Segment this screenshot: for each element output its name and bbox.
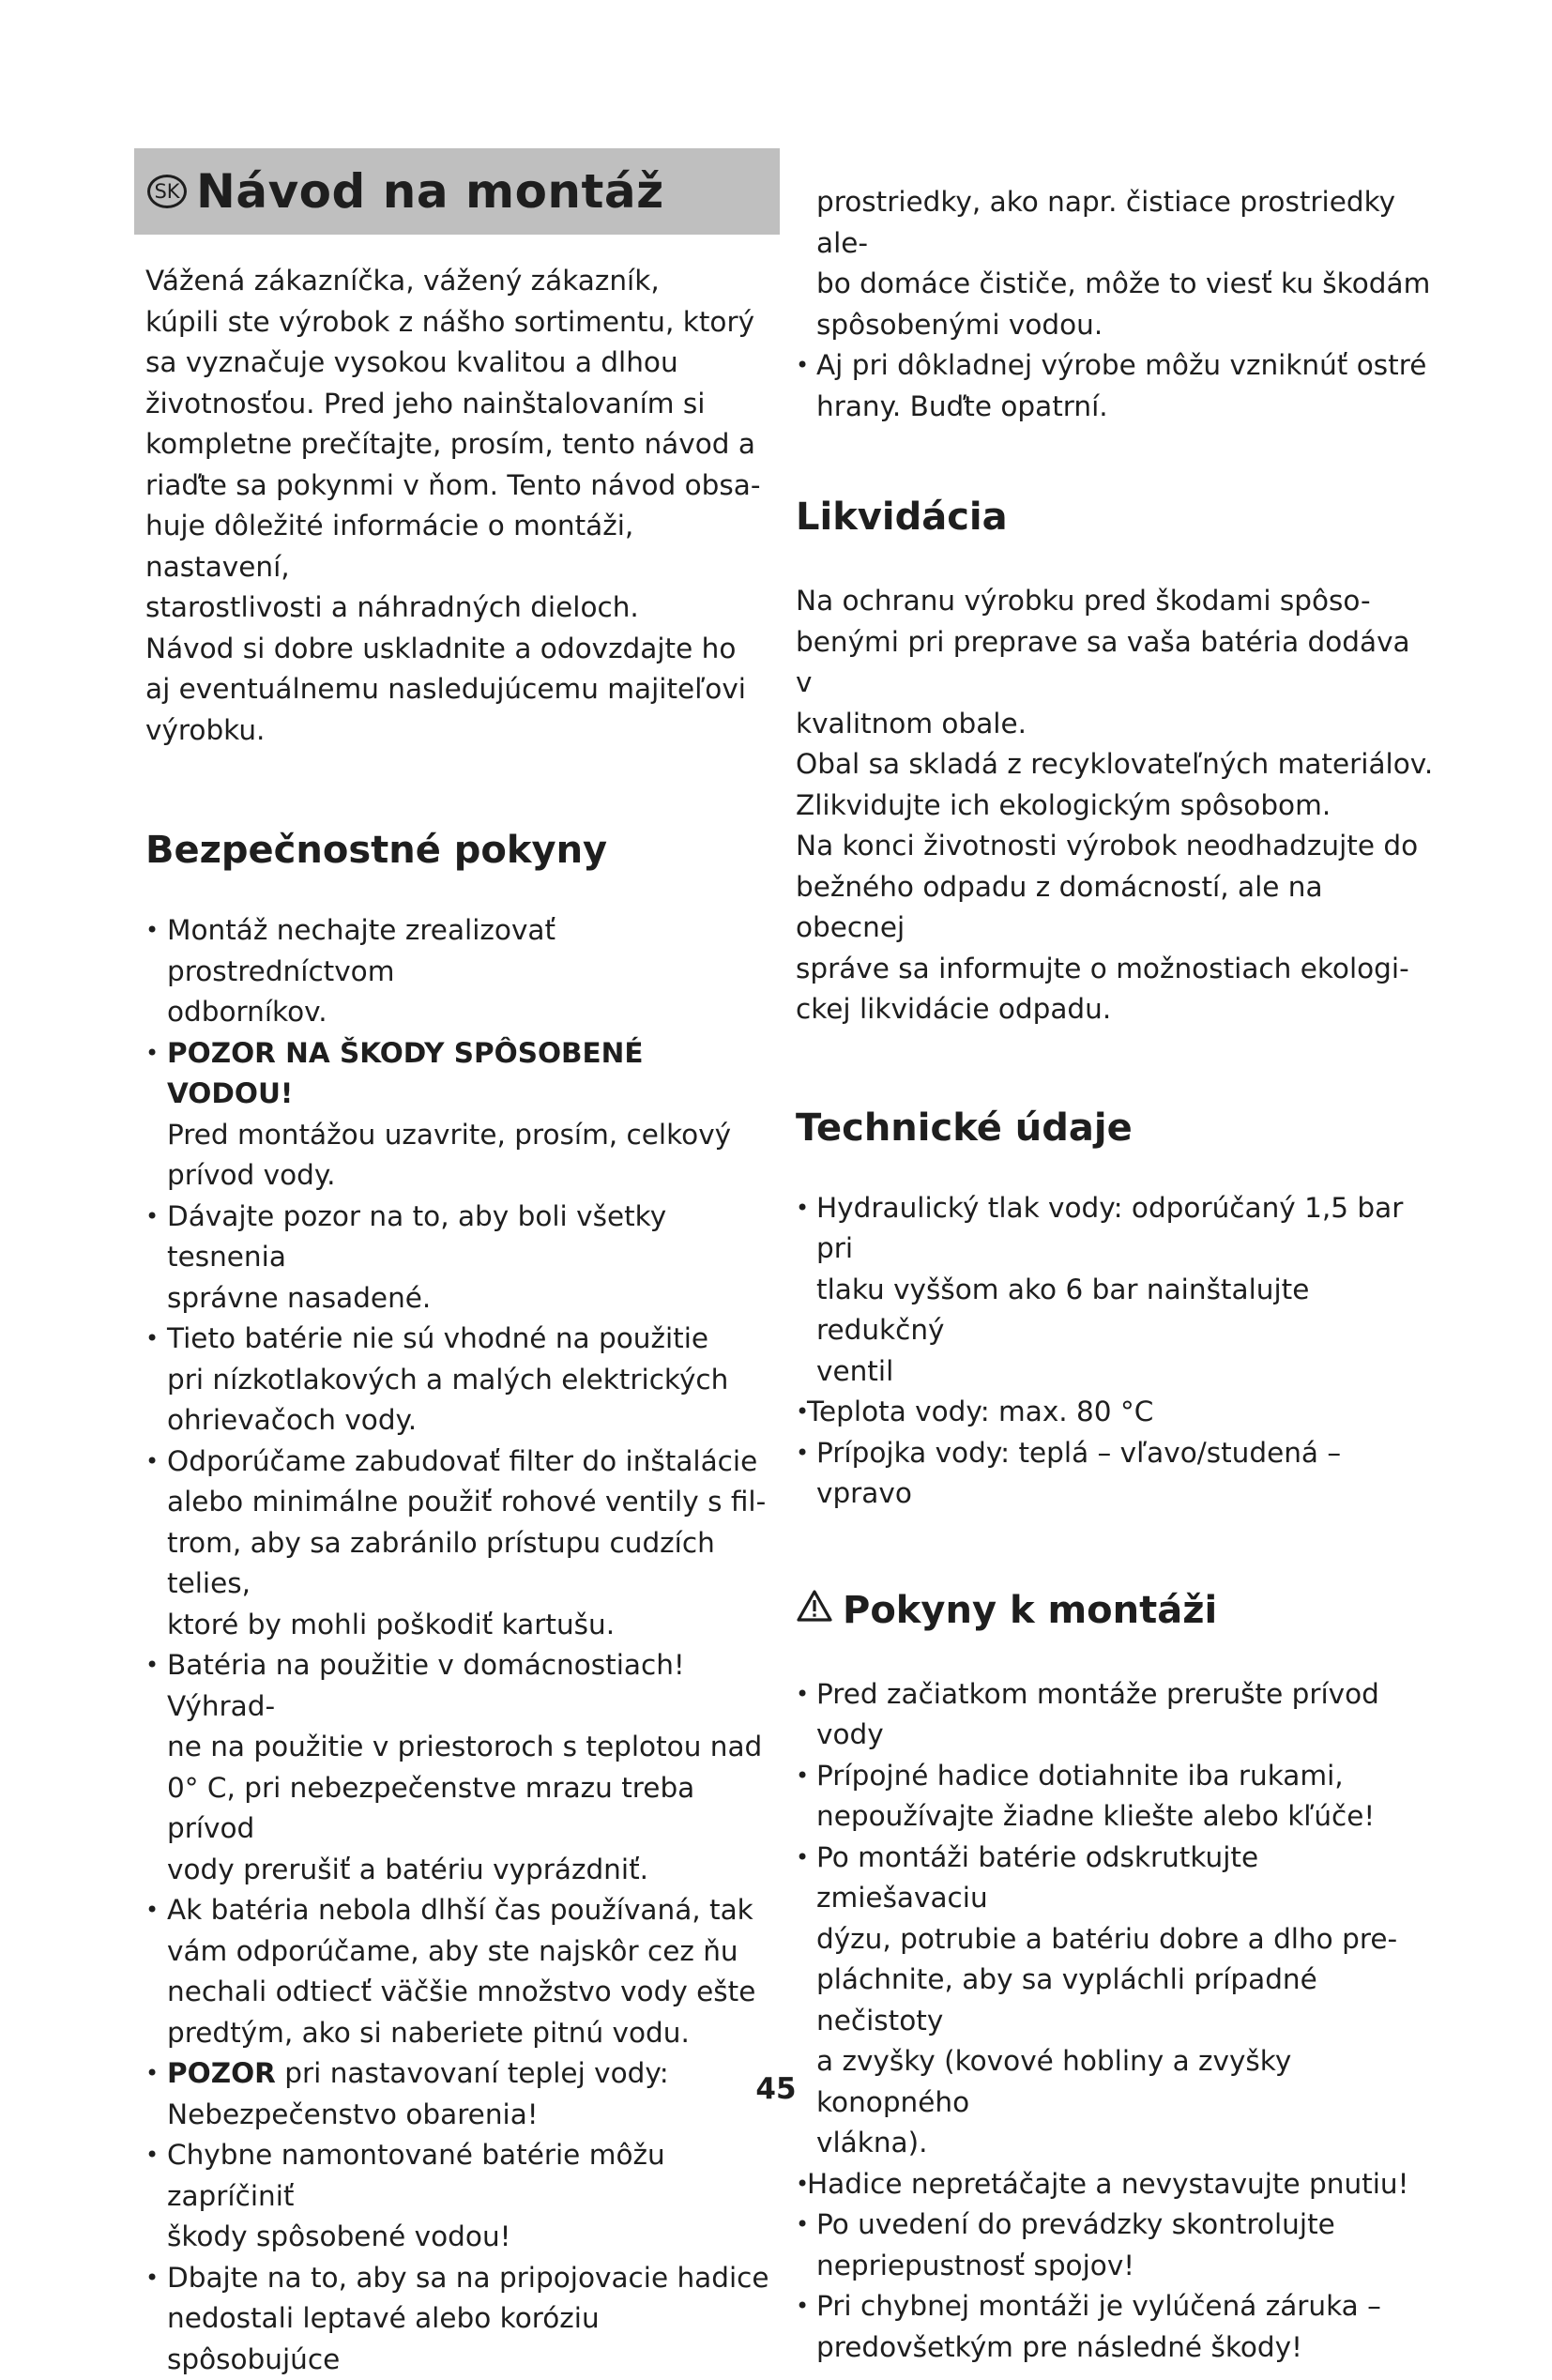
bullet-icon: • bbox=[145, 1645, 159, 1686]
list-line: alebo minimálne použiť rohové ventily s fil- bbox=[167, 1486, 766, 1518]
intro-line: Návod si dobre uskladnite a odovzdajte ho bbox=[145, 629, 772, 670]
list-line: Montáž nechajte zrealizovať prostredníctvom bbox=[167, 914, 555, 987]
bullet-icon: • bbox=[145, 910, 159, 952]
intro-line: výrobku. bbox=[145, 710, 772, 752]
list-line: tlaku vyššom ako 6 bar nainštalujte redukčný bbox=[816, 1274, 1309, 1347]
list-item bbox=[796, 1756, 1434, 1838]
language-badge: SK bbox=[147, 175, 187, 208]
list-line: nechali odtiecť väčšie množstvo vody ešte bbox=[167, 1976, 755, 2007]
bold-label: POZOR NA ŠKODY SPÔSOBENÉ VODOU! bbox=[167, 1037, 644, 1110]
list-line: Ak batéria nebola dlhší čas používaná, tak bbox=[167, 1894, 753, 1926]
list-item bbox=[134, 1319, 772, 1442]
right-column bbox=[796, 148, 1434, 2368]
bold-label: POZOR bbox=[167, 2057, 276, 2089]
list-line: Tieto batérie nie sú vhodné na použitie bbox=[167, 1322, 708, 1354]
list-line: nepriepustnosť spojov! bbox=[816, 2250, 1134, 2281]
list-line: Dbajte na to, aby sa na pripojovacie hadice bbox=[167, 2262, 769, 2294]
list-line: ventil bbox=[816, 1355, 893, 1387]
bullet-icon: • bbox=[145, 1319, 159, 1360]
list-item bbox=[796, 1674, 1434, 1756]
list-line: škody spôsobené vodou! bbox=[167, 2220, 510, 2252]
intro-line: kúpili ste výrobok z nášho sortimentu, ktorý bbox=[145, 302, 772, 343]
list-line: ohrievačoch vody. bbox=[167, 1404, 417, 1436]
intro-line: starostlivosti a náhradných dieloch. bbox=[145, 587, 772, 629]
intro-line: riaďte sa pokynmi v ňom. Tento návod obsa- bbox=[145, 465, 772, 507]
warning-icon bbox=[796, 1588, 833, 1633]
list-item bbox=[134, 1197, 772, 1320]
intro-line: aj eventuálnemu nasledujúcemu majiteľovi bbox=[145, 669, 772, 710]
list-line: Po montáži batérie odskrutkujte zmiešavaciu bbox=[816, 1841, 1258, 1915]
continuation-line: prostriedky, ako napr. čistiace prostriedky ale- bbox=[816, 182, 1434, 264]
disposal-line: správe sa informujte o možnostiach ekologi- bbox=[796, 949, 1434, 990]
list-line: Hadice nepretáčajte a nevystavujte pnutiu! bbox=[807, 2168, 1408, 2200]
list-item bbox=[134, 1890, 772, 2053]
page-title: Návod na montáž bbox=[196, 164, 664, 219]
list-line: predovšetkým pre následné škody! bbox=[816, 2331, 1302, 2363]
bullet-icon: • bbox=[796, 1392, 809, 1433]
bullet-icon: • bbox=[145, 1442, 159, 1483]
list-line: a zvyšky (kovové hobliny a zvyšky konopného bbox=[816, 2045, 1291, 2118]
assembly-heading bbox=[796, 1588, 1434, 1633]
list-line: Chybne namontované batérie môžu zapríčiniť bbox=[167, 2139, 665, 2212]
list-line: Dávajte pozor na to, aby boli všetky tesnenia bbox=[167, 1200, 666, 1274]
safety-list bbox=[134, 910, 772, 2380]
list-item bbox=[134, 1645, 772, 1890]
list-line: odborníkov. bbox=[167, 996, 327, 1028]
disposal-line: ckej likvidácie odpadu. bbox=[796, 989, 1434, 1030]
list-item bbox=[796, 2205, 1434, 2286]
list-line: ne na použitie v priestoroch s teplotou nad bbox=[167, 1731, 762, 1762]
list-line: prívod vody. bbox=[167, 1159, 336, 1191]
list-line: vody bbox=[816, 1718, 884, 1750]
bullet-icon: • bbox=[796, 1756, 809, 1797]
bullet-icon: • bbox=[796, 1433, 809, 1474]
bullet-icon: • bbox=[145, 2053, 159, 2095]
list-item bbox=[134, 2258, 772, 2380]
list-line: Odporúčame zabudovať filter do inštalácie bbox=[167, 1445, 757, 1477]
technical-heading: Technické údaje bbox=[796, 1106, 1434, 1151]
bullet-icon: • bbox=[796, 1674, 809, 1716]
list-item bbox=[796, 1188, 1434, 1393]
list-line: trom, aby sa zabránilo prístupu cudzích telies, bbox=[167, 1527, 715, 1600]
list-line: pri nízkotlakových a malých elektrických bbox=[167, 1364, 728, 1396]
disposal-text bbox=[796, 581, 1434, 1030]
list-line: Pri chybnej montáži je vylúčená záruka – bbox=[816, 2290, 1381, 2322]
disposal-line: bežného odpadu z domácností, ale na obecnej bbox=[796, 867, 1434, 949]
list-item bbox=[134, 1033, 772, 1197]
bullet-icon: • bbox=[796, 2205, 809, 2246]
disposal-line: Na konci životnosti výrobok neodhadzujte do bbox=[796, 826, 1434, 867]
bullet-icon: • bbox=[145, 2135, 159, 2176]
continuation-list bbox=[796, 345, 1434, 427]
list-item bbox=[134, 910, 772, 1033]
list-line: vám odporúčame, aby ste najskôr cez ňu bbox=[167, 1935, 738, 1967]
bullet-icon: • bbox=[145, 1033, 159, 1075]
list-line: Nebezpečenstvo obarenia! bbox=[167, 2098, 539, 2130]
disposal-line: Obal sa skladá z recyklovateľných materiálov. bbox=[796, 744, 1434, 786]
list-line: vlákna). bbox=[816, 2127, 927, 2159]
list-line: Pred montážou uzavrite, prosím, celkový bbox=[167, 1119, 731, 1151]
intro-line: huje dôležité informácie o montáži, nastavení, bbox=[145, 506, 772, 587]
disposal-line: kvalitnom obale. bbox=[796, 704, 1434, 745]
list-line: nepoužívajte žiadne kliešte alebo kľúče! bbox=[816, 1800, 1375, 1832]
disposal-line: Na ochranu výrobku pred škodami spôso- bbox=[796, 581, 1434, 622]
continuation-line: bo domáce čističe, môže to viesť ku škodám bbox=[816, 264, 1434, 305]
bullet-icon: • bbox=[145, 1197, 159, 1238]
list-line: predtým, ako si naberiete pitnú vodu. bbox=[167, 2017, 690, 2049]
intro-text bbox=[145, 261, 772, 751]
list-line: 0° C, pri nebezpečenstve mrazu treba prívod bbox=[167, 1772, 694, 1845]
list-line: Pred začiatkom montáže prerušte prívod bbox=[816, 1678, 1379, 1710]
list-item bbox=[796, 2286, 1434, 2368]
list-item bbox=[796, 2164, 1434, 2205]
continuation-text bbox=[816, 182, 1434, 345]
list-line: Teplota vody: max. 80 °C bbox=[807, 1396, 1153, 1427]
list-line: vody prerušiť a batériu vyprázdniť. bbox=[167, 1854, 648, 1885]
bullet-icon: • bbox=[796, 1838, 809, 1879]
assembly-list bbox=[796, 1674, 1434, 2369]
bullet-icon: • bbox=[145, 1890, 159, 1931]
list-line: Po uvedení do prevádzky skontrolujte bbox=[816, 2208, 1335, 2240]
intro-line: Vážená zákazníčka, vážený zákazník, bbox=[145, 261, 772, 302]
list-line: Batéria na použitie v domácnostiach! Výhrad- bbox=[167, 1649, 685, 1722]
bullet-icon: • bbox=[796, 2164, 809, 2205]
list-line: pláchnite, aby sa vypláchli prípadné nečistoty bbox=[816, 1963, 1317, 2037]
bullet-icon: • bbox=[145, 2258, 159, 2299]
list-item bbox=[796, 1838, 1434, 2164]
list-line: pri nastavovaní teplej vody: bbox=[276, 2057, 669, 2089]
left-column bbox=[134, 148, 772, 2380]
list-line: Hydraulický tlak vody: odporúčaný 1,5 bar pri bbox=[816, 1192, 1403, 1265]
intro-line: životnosťou. Pred jeho nainštalovaním si bbox=[145, 384, 772, 425]
list-item bbox=[796, 1392, 1434, 1433]
disposal-line: Zlikvidujte ich ekologickým spôsobom. bbox=[796, 786, 1434, 827]
intro-line: sa vyznačuje vysokou kvalitou a dlhou bbox=[145, 343, 772, 384]
list-item bbox=[134, 2135, 772, 2258]
safety-heading: Bezpečnostné pokyny bbox=[145, 828, 772, 873]
list-line: nedostali leptavé alebo koróziu spôsobujúce bbox=[167, 2302, 600, 2375]
intro-line: kompletne prečítajte, prosím, tento návod a bbox=[145, 424, 772, 465]
list-line: správne nasadené. bbox=[167, 1282, 431, 1314]
list-item: • Aj pri dôkladnej výrobe môžu vzniknúť ostré hrany. Buďte opatrní. bbox=[796, 345, 1434, 427]
list-line: dýzu, potrubie a batériu dobre a dlho pre- bbox=[816, 1923, 1397, 1955]
list-line: hrany. Buďte opatrní. bbox=[816, 390, 1108, 422]
technical-list bbox=[796, 1188, 1434, 1515]
assembly-heading-text: Pokyny k montáži bbox=[843, 1588, 1217, 1633]
disposal-line: benými pri preprave sa vaša batéria dodáva v bbox=[796, 622, 1434, 704]
title-bar bbox=[134, 148, 780, 235]
list-line: Prípojné hadice dotiahnite iba rukami, bbox=[816, 1760, 1344, 1792]
list-item bbox=[134, 1442, 772, 1646]
list-line: Prípojka vody: teplá – vľavo/studená – vpravo bbox=[816, 1437, 1341, 1510]
list-line: Aj pri dôkladnej výrobe môžu vzniknúť ostré bbox=[816, 349, 1426, 381]
continuation-line: spôsobenými vodou. bbox=[816, 305, 1434, 346]
bullet-icon: • bbox=[796, 2286, 809, 2327]
list-item bbox=[796, 1433, 1434, 1515]
list-line: ktoré by mohli poškodiť kartušu. bbox=[167, 1609, 615, 1640]
page-number: 45 bbox=[0, 2072, 1552, 2106]
disposal-heading: Likvidácia bbox=[796, 495, 1434, 540]
bullet-icon: • bbox=[796, 1188, 809, 1229]
